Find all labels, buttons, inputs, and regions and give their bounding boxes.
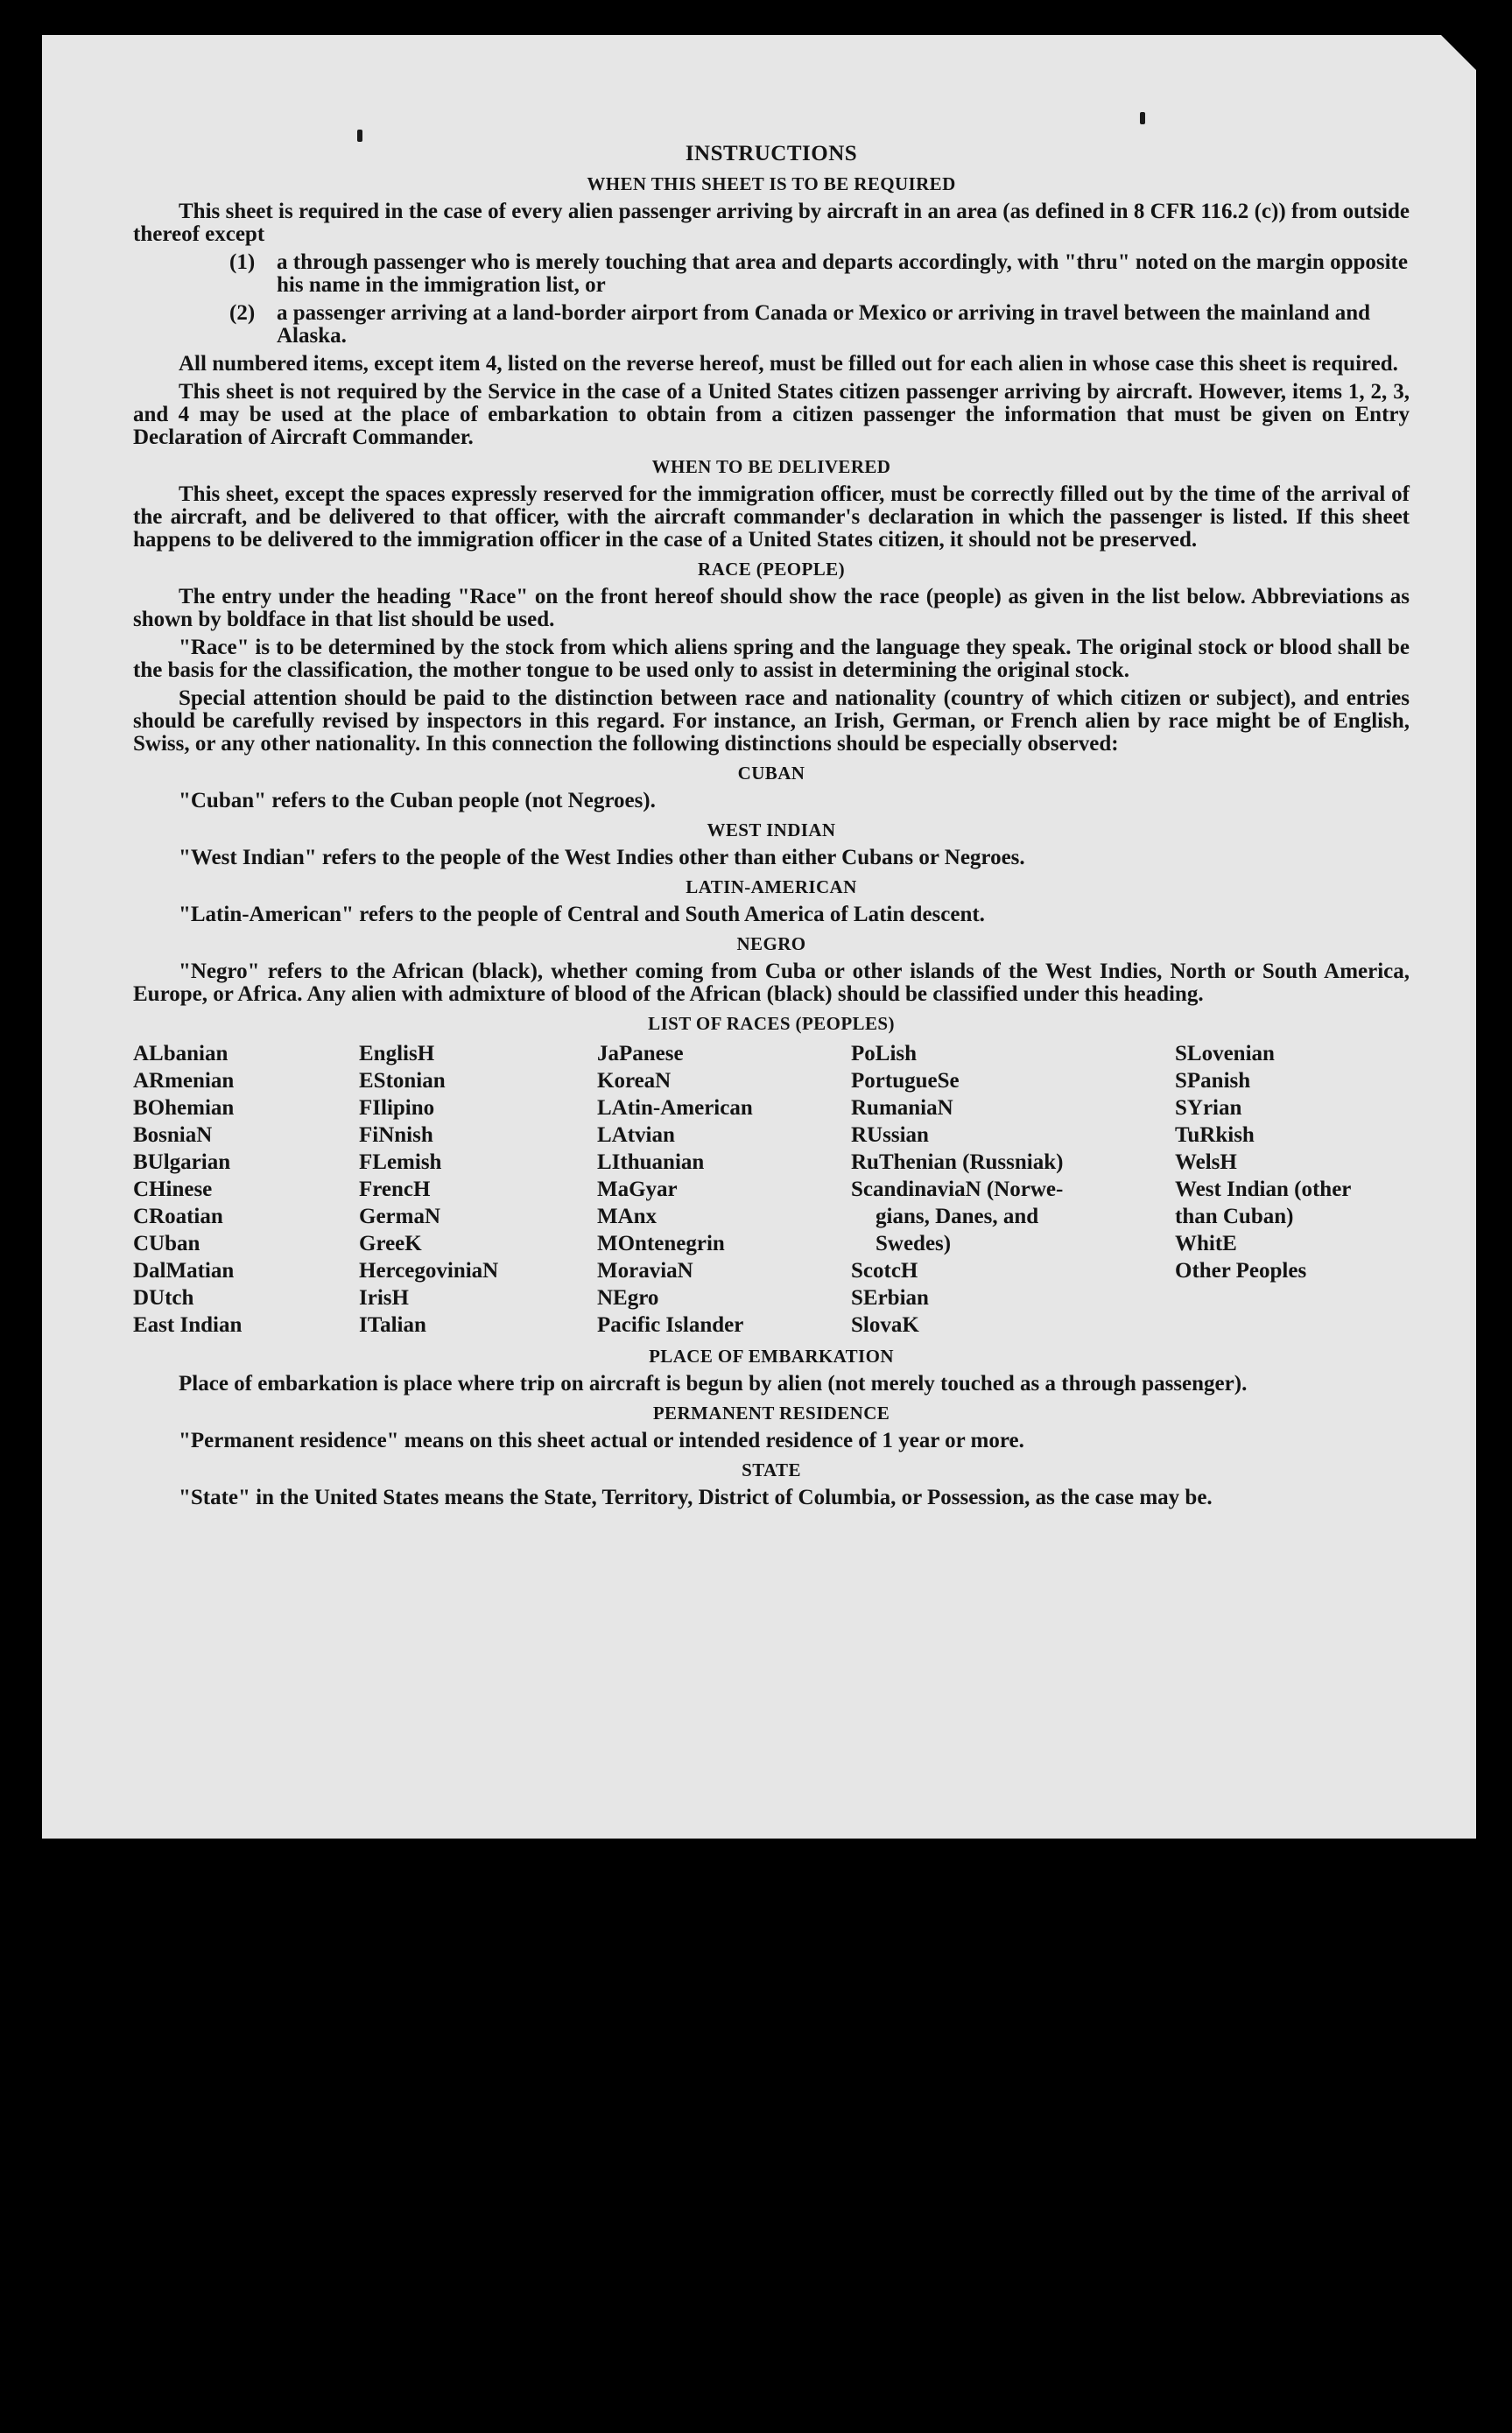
race-list: [133, 1040, 1410, 1339]
race-entry: SYrian: [1175, 1096, 1242, 1120]
document-sheet: [42, 35, 1476, 1839]
folded-corner: [1441, 35, 1476, 70]
race-entry: GermaN: [359, 1205, 441, 1228]
race-entry: LIthuanian: [597, 1150, 705, 1174]
section-heading: PLACE OF EMBARKATION: [649, 1346, 894, 1367]
race-entry: MOntenegrin: [597, 1232, 725, 1255]
race-entry: East Indian: [133, 1313, 243, 1337]
page-title: INSTRUCTIONS: [685, 142, 858, 165]
race-entry: WhitE: [1175, 1232, 1237, 1255]
item-number: (1): [229, 250, 256, 274]
race-entry: LAtvian: [597, 1123, 675, 1147]
paragraph: The entry under the heading "Race" on the front hereof should show the race (people) as given in the list below. Abbreviations as shown by boldface in that list should be used.: [133, 585, 1410, 631]
race-entry: PoLish: [851, 1042, 918, 1065]
paragraph: This sheet is not required by the Service in the case of a United States citizen passenger arriving by aircraft. However, items 1, 2, 3, and 4 may be used at the place of embarkation to obtain from a citizen passenger the information that must be given on Entry Declaration of Aircraft Commander.: [133, 380, 1410, 449]
race-entry: Pacific Islander: [597, 1313, 744, 1337]
race-entry: GreeK: [359, 1232, 422, 1255]
item-number: (2): [229, 301, 256, 325]
race-entry: MAnx: [597, 1205, 658, 1228]
race-entry: than Cuban): [1175, 1205, 1294, 1228]
race-entry: DUtch: [133, 1286, 194, 1310]
paragraph: "Negro" refers to the African (black), whether coming from Cuba or other islands of the West Indies, North or South America, Europe, or Africa. Any alien with admixture of blood of the African (black) should be classified under this heading.: [133, 960, 1410, 1006]
race-entry: SErbian: [851, 1286, 929, 1310]
race-entry: PortugueSe: [851, 1069, 960, 1093]
race-column: [359, 1040, 597, 1339]
paragraph: Special attention should be paid to the distinction between race and nationality (country of which citizen or subject), and entries should be carefully revised by inspectors in this regard. For instance, an Irish, German, or French alien by race might be of English, Swiss, or any other nationality. In this connection the following distinctions should be especially observed:: [133, 686, 1410, 756]
race-entry: ScandinaviaN (Norwe-: [851, 1178, 1064, 1201]
paragraph: This sheet is required in the case of every alien passenger arriving by aircraft in an area (as defined in 8 CFR 116.2 (c)) from outside thereof except: [133, 200, 1410, 246]
section-heading: RACE (PEOPLE): [698, 559, 845, 580]
paragraph: "Race" is to be determined by the stock from which aliens spring and the language they speak. The original stock or blood shall be the basis for the classification, the mother tongue to be used only to assist in determining the original stock.: [133, 636, 1410, 682]
race-entry: gians, Danes, and: [876, 1205, 1039, 1228]
race-entry: SPanish: [1175, 1069, 1251, 1093]
paragraph: "Cuban" refers to the Cuban people (not Negroes).: [179, 789, 656, 812]
section-heading: NEGRO: [736, 933, 806, 954]
race-entry: BosniaN: [133, 1123, 213, 1147]
race-entry: JaPanese: [597, 1042, 684, 1065]
race-entry: Swedes): [876, 1232, 952, 1255]
race-entry: DalMatian: [133, 1259, 235, 1283]
race-entry: KoreaN: [597, 1069, 672, 1093]
race-column: [1175, 1040, 1410, 1339]
section-heading: LIST OF RACES (PEOPLES): [648, 1013, 895, 1034]
item-text: a passenger arriving at a land-border airport from Canada or Mexico or arriving in travel between the mainland and Alaska.: [277, 301, 1371, 348]
section-heading: WHEN THIS SHEET IS TO BE REQUIRED: [587, 173, 956, 194]
paragraph: "West Indian" refers to the people of the West Indies other than either Cubans or Negroes.: [179, 846, 1025, 869]
race-entry: ScotcH: [851, 1259, 918, 1283]
race-entry: SLovenian: [1175, 1042, 1275, 1065]
race-entry: TuRkish: [1175, 1123, 1255, 1147]
race-entry: BOhemian: [133, 1096, 235, 1120]
race-entry: HercegoviniaN: [359, 1259, 499, 1283]
race-entry: FLemish: [359, 1150, 442, 1174]
race-entry: ARmenian: [133, 1069, 235, 1093]
section-heading: WHEN TO BE DELIVERED: [651, 456, 891, 477]
race-entry: NEgro: [597, 1286, 659, 1310]
race-entry: CUban: [133, 1232, 200, 1255]
race-entry: MaGyar: [597, 1178, 678, 1201]
list-item: [229, 251, 1410, 297]
race-entry: EStonian: [359, 1069, 446, 1093]
race-entry: WelsH: [1175, 1150, 1237, 1174]
race-entry: FrencH: [359, 1178, 431, 1201]
paragraph: "Permanent residence" means on this sheet actual or intended residence of 1 year or more.: [179, 1429, 1024, 1452]
race-entry: EnglisH: [359, 1042, 435, 1065]
race-entry: CRoatian: [133, 1205, 223, 1228]
race-entry: LAtin-American: [597, 1096, 753, 1120]
race-entry: RumaniaN: [851, 1096, 953, 1120]
section-heading: WEST INDIAN: [707, 819, 836, 840]
race-entry: RUssian: [851, 1123, 929, 1147]
race-entry: West Indian (other: [1175, 1178, 1352, 1201]
list-item: [229, 302, 1410, 348]
section-heading: LATIN-AMERICAN: [686, 876, 857, 897]
scan-mark: [357, 130, 362, 142]
race-entry: RuThenian (Russniak): [851, 1150, 1064, 1174]
race-entry: Other Peoples: [1175, 1259, 1307, 1283]
race-entry: FIlipino: [359, 1096, 435, 1120]
race-entry: ITalian: [359, 1313, 426, 1337]
scan-mark: [1140, 112, 1145, 124]
race-entry: SlovaK: [851, 1313, 919, 1337]
paragraph: Place of embarkation is place where trip on aircraft is begun by alien (not merely touched as a through passenger).: [179, 1372, 1248, 1396]
race-entry: IrisH: [359, 1286, 409, 1310]
section-heading: PERMANENT RESIDENCE: [652, 1403, 890, 1424]
section-heading: STATE: [742, 1459, 801, 1480]
item-text: a through passenger who is merely touching that area and departs accordingly, with "thru" noted on the margin opposite his name in the immigration list, or: [277, 250, 1408, 297]
race-column: [851, 1040, 1175, 1339]
paragraph: All numbered items, except item 4, listed on the reverse hereof, must be filled out for each alien in whose case this sheet is required.: [179, 352, 1398, 376]
paragraph: This sheet, except the spaces expressly reserved for the immigration officer, must be correctly filled out by the time of the arrival of the aircraft, and be delivered to that officer, with the aircraft commander's declaration in which the passenger is listed. If this sheet happens to be delivered to the immigration officer in the case of a United States citizen, it should not be preserved.: [133, 482, 1410, 552]
race-entry: CHinese: [133, 1178, 213, 1201]
section-heading: CUBAN: [737, 763, 805, 784]
paragraph: "Latin-American" refers to the people of Central and South America of Latin descent.: [179, 903, 985, 926]
race-entry: FiNnish: [359, 1123, 433, 1147]
race-entry: MoraviaN: [597, 1259, 693, 1283]
race-entry: ALbanian: [133, 1042, 229, 1065]
race-entry: BUlgarian: [133, 1150, 231, 1174]
race-column: [597, 1040, 851, 1339]
paragraph: "State" in the United States means the State, Territory, District of Columbia, or Possession, as the case may be.: [179, 1486, 1213, 1509]
race-column: [133, 1040, 359, 1339]
